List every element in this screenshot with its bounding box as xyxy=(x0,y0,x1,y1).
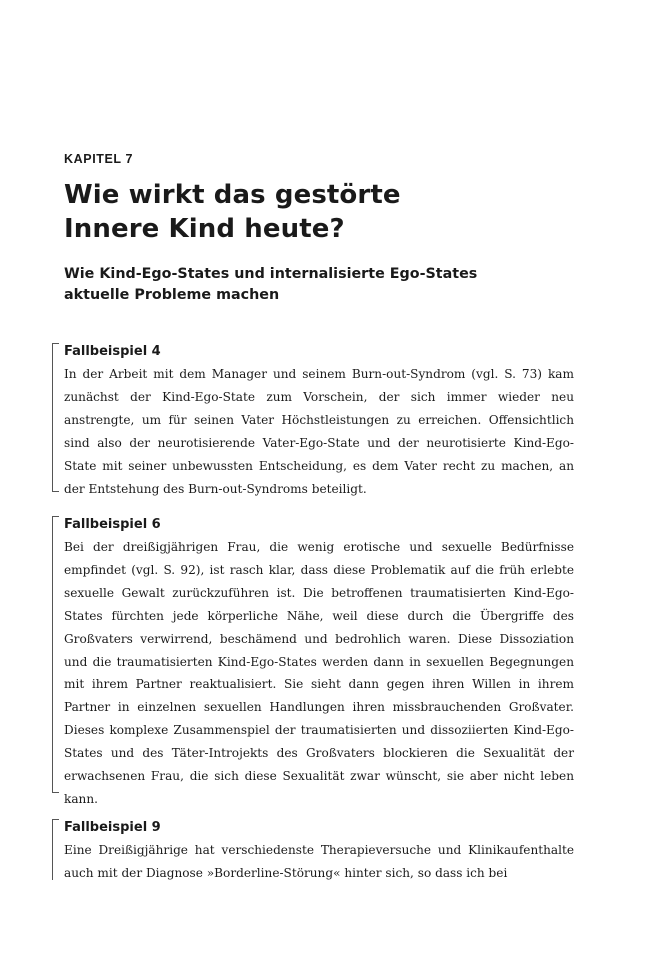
chapter-subtitle-line-1: Wie Kind-Ego-States und internalisierte Ego-States xyxy=(64,266,478,282)
chapter-title-line-2: Innere Kind heute? xyxy=(64,214,345,244)
case-bracket xyxy=(52,343,59,492)
case-text: In der Arbeit mit dem Manager und seinem Burn-out-Syndrom (vgl. S. 73) kam zunächst der Kind-Ego-State zum Vorschein, der sich immer wieder neu anstrengte, um für seinen Vater Höchstleistungen zu erreichen. Offensichtlich sind also der neurotisierende Vater-Ego-State und der neurotisierte Kind-Ego-State mit seiner unbewussten Entscheidung, es dem Vater recht zu machen, an der Entstehung des Burn-out-Syndroms beteiligt. xyxy=(64,367,574,496)
chapter-subtitle-line-2: aktuelle Probleme machen xyxy=(64,287,280,303)
case-title: Fallbeispiel 9 xyxy=(64,820,161,835)
case-text: Bei der dreißigjährigen Frau, die wenig erotische und sexuelle Bedürfnisse empfindet (vgl. S. 92), ist rasch klar, dass diese Problematik auf die früh erlebte sexuelle Gewalt zurückzuführen ist. Die betroffenen traumatisierten Kind-Ego-States fürchten jede körperliche Nähe, weil diese durch die Übergriffe des Großvaters verwirrend, beschämend und bedrohlich waren. Diese Dissoziation und die traumatisierten Kind-Ego-States werden dann in sexuellen Begegnungen mit ihrem Partner reaktualisiert. Sie sieht dann gegen ihren Willen in ihrem Partner in einzelnen sexuellen Handlungen ihren missbrauchenden Großvater. Dieses komplexe Zusammenspiel der traumatisierten und dissoziierten Kind-Ego-States und des Täter-Introjekts des Großvaters blockieren die Sexualität der erwachsenen Frau, die sich diese Sexualität zwar wünscht, sie aber nicht leben kann. xyxy=(64,540,574,806)
case-text: Eine Dreißigjährige hat verschiedenste Therapieversuche und Klinikaufenthalte auch mit der Diagnose »Borderline-Störung« hinter sich, so dass ich bei xyxy=(64,843,574,880)
case-title: Fallbeispiel 4 xyxy=(64,344,161,359)
chapter-title xyxy=(64,178,401,246)
case-example-6 xyxy=(64,514,574,811)
chapter-label: KAPITEL 7 xyxy=(64,152,134,166)
chapter-subtitle xyxy=(64,264,477,306)
case-title: Fallbeispiel 6 xyxy=(64,517,161,532)
case-example-9 xyxy=(64,817,574,885)
chapter-title-line-1: Wie wirkt das gestörte xyxy=(64,180,401,210)
case-bracket xyxy=(52,516,59,793)
case-example-4 xyxy=(64,341,574,500)
case-bracket xyxy=(52,819,59,880)
